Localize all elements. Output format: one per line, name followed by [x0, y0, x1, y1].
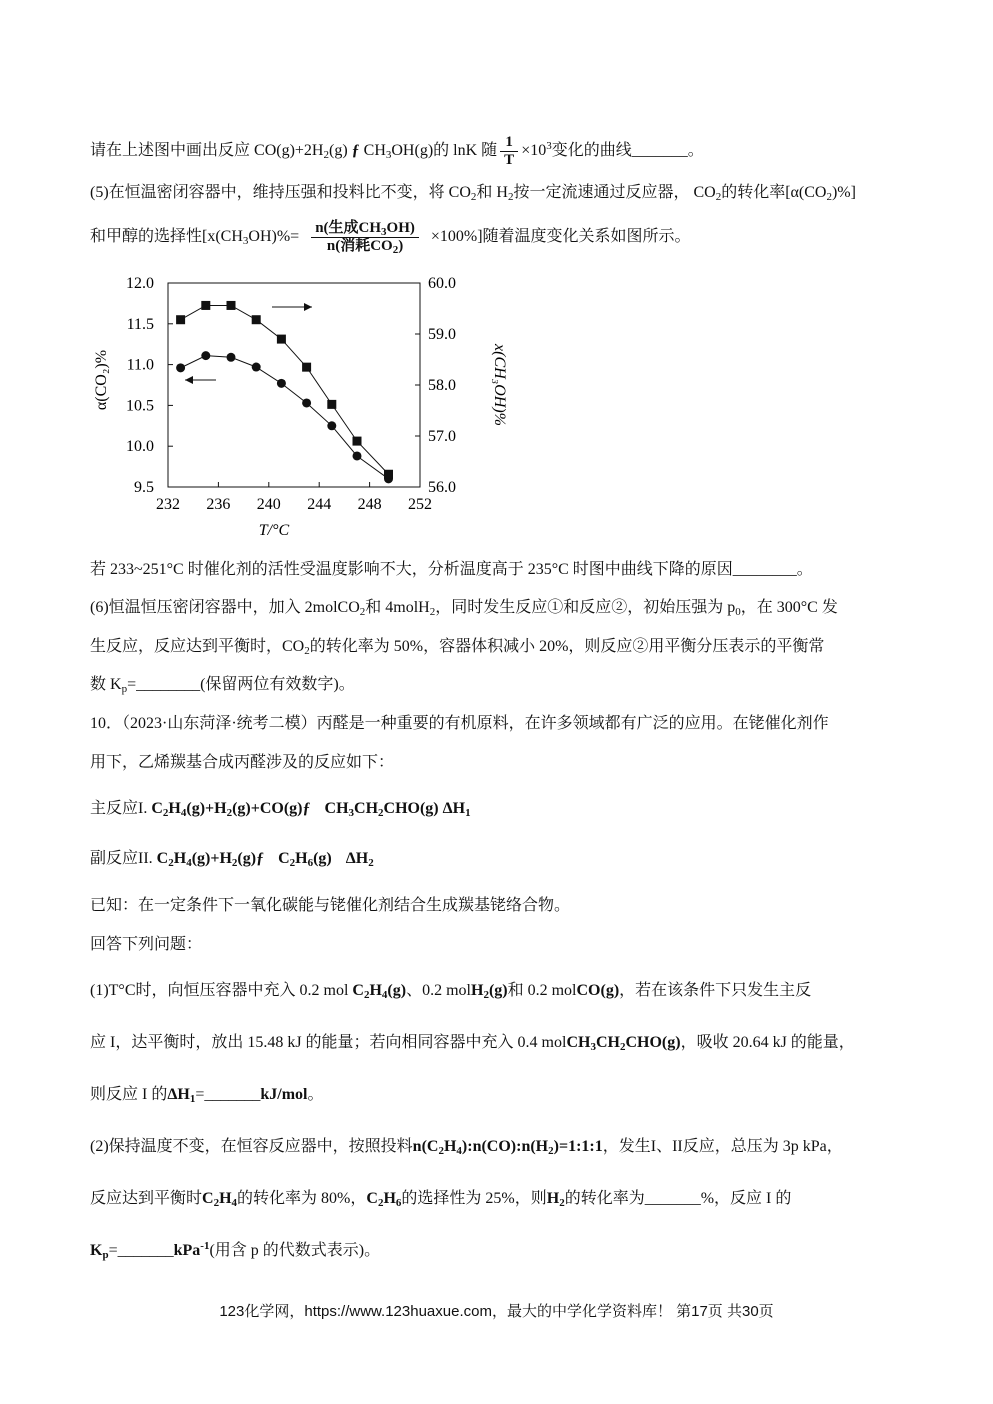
- formula: [90, 1242, 109, 1259]
- circle-point: [227, 353, 236, 362]
- x-tick-label: 244: [307, 496, 332, 513]
- x-tick-label: 252: [408, 496, 432, 513]
- sub: 3: [385, 149, 392, 162]
- q10-part1-line3: [90, 1084, 324, 1106]
- sup: -1: [200, 1240, 210, 1252]
- text: 用下，乙烯羰基合成丙醛涉及的反应如下：: [90, 754, 395, 771]
- sub: 2: [619, 1041, 626, 1053]
- text: CHO(g) ΔH: [383, 800, 466, 817]
- text: lnK: [453, 142, 478, 160]
- text: (6)恒温恒压密闭容器中，加入 2molCO: [90, 599, 360, 616]
- text: 回答下列问题：: [90, 936, 203, 953]
- text: 应 I，达平衡时，放出 15.48 kJ 的能量；若向相同容器中充入 0.4 mol: [90, 1034, 567, 1051]
- text: 生反应，反应达到平衡时，CO: [90, 638, 305, 655]
- sub: 2: [168, 857, 174, 869]
- sub: 2: [429, 606, 436, 618]
- q10-part1-line1: [90, 980, 811, 1002]
- text: 的转化率为 50%，容器体积减小 20%，则反应②用平衡分压表示的平衡常: [309, 638, 825, 655]
- text: 和 4molH: [365, 599, 430, 616]
- text: H: [219, 1190, 232, 1207]
- text: ×100%]随着温度变化关系如图所示。: [430, 228, 691, 246]
- text: 则反应 I 的: [90, 1086, 168, 1103]
- square-point: [353, 437, 362, 446]
- y-left-tick-label: 9.5: [134, 479, 154, 496]
- sub: 2: [226, 807, 233, 819]
- text: (2)保持温度不变，在恒容反应器中，按照投料: [90, 1138, 413, 1155]
- square-point: [327, 400, 336, 409]
- sub: 4: [381, 989, 388, 1001]
- text: C: [151, 800, 163, 817]
- sub: 2: [470, 191, 477, 203]
- x-tick-label: 240: [256, 496, 281, 513]
- text: kPa: [173, 1242, 201, 1259]
- sub: 0: [735, 606, 741, 618]
- sup: 3: [546, 140, 552, 153]
- text: K: [90, 1242, 103, 1259]
- circle-point: [252, 363, 261, 372]
- text: CH: [354, 800, 379, 817]
- q9-line-2: [90, 182, 856, 204]
- sub: 2: [213, 1197, 220, 1209]
- arrow-right-head: [304, 303, 312, 311]
- circle-point: [327, 421, 336, 430]
- text: (g): [488, 982, 508, 999]
- text: ，若在该条件下只发生主反: [619, 982, 812, 999]
- text: 的转化率为_______%，反应 I 的: [564, 1190, 792, 1207]
- text: (g): [387, 982, 407, 999]
- sub: 6: [395, 1197, 402, 1209]
- unit: kJ/mol: [260, 1086, 308, 1103]
- text: =________(保留两位有效数字)。: [127, 676, 355, 693]
- square-point: [384, 470, 393, 479]
- sub: 2: [826, 191, 832, 203]
- text: 。: [307, 1086, 324, 1103]
- sub: 3: [348, 807, 355, 819]
- sub: 2: [304, 645, 310, 657]
- sub: 3: [590, 1041, 596, 1053]
- square-point: [176, 315, 185, 324]
- formula: [547, 1190, 565, 1207]
- q9-line-5: [90, 597, 838, 619]
- text: ):n(CO):n(H: [461, 1138, 549, 1155]
- text: )=1:1:1: [553, 1138, 603, 1155]
- text: 数 K: [90, 676, 122, 693]
- text: )%]: [831, 184, 856, 201]
- text: (g): [328, 142, 348, 160]
- square-point: [302, 363, 311, 372]
- x-tick-label: 232: [156, 496, 180, 513]
- text: 副反应II.: [90, 850, 157, 867]
- sub: 4: [186, 857, 192, 869]
- equilibrium-arrow: ƒ: [351, 142, 360, 160]
- text: CHO(g): [625, 1034, 681, 1051]
- text: ΔH: [167, 1086, 190, 1103]
- text: (g)+CO(g)ƒ: [232, 800, 311, 817]
- text: 、0.2 mol: [406, 982, 471, 999]
- text: 的转化率为 80%，: [237, 1190, 367, 1207]
- square-point: [277, 335, 286, 344]
- text: 的转化率[α(CO: [721, 184, 827, 201]
- sub: 4: [180, 807, 187, 819]
- text: (用含 p 的代数式表示)。: [209, 1242, 381, 1259]
- formula: [413, 1138, 603, 1155]
- text: 已知：在一定条件下一氧化碳能与铑催化剂结合生成羰基铑络合物。: [90, 897, 571, 914]
- formula: [167, 1086, 195, 1103]
- square-point: [227, 301, 236, 310]
- text: ，发生I、II反应，总压为 3p kPa，: [602, 1138, 843, 1155]
- y-right-tick-label: 59.0: [428, 326, 456, 343]
- y-left-tick-label: 11.5: [126, 315, 154, 333]
- frac-den: T: [504, 152, 515, 168]
- sub: 2: [378, 807, 384, 819]
- sub: 2: [559, 1197, 565, 1209]
- formula: [471, 982, 508, 999]
- y-right-tick-label: 58.0: [428, 377, 456, 394]
- q9-line-7: [90, 674, 355, 696]
- text: (1)T°C时，向恒压容器中充入 0.2 mol: [90, 982, 349, 999]
- q10-line-known: [90, 895, 570, 917]
- text: (g): [313, 850, 332, 867]
- y-right-tick-label: 56.0: [428, 479, 456, 496]
- y-left-axis-label: α(CO₂)%: [93, 349, 110, 411]
- formula: [366, 1190, 401, 1207]
- sub: 2: [548, 1145, 554, 1157]
- sub: p: [121, 683, 128, 695]
- text: C: [352, 982, 364, 999]
- square-point: [201, 301, 210, 310]
- text: ，在 300°C 发: [740, 599, 838, 616]
- formula: [566, 1034, 680, 1051]
- formula: CO(g): [576, 982, 620, 999]
- text: 主反应I.: [90, 800, 152, 817]
- q10-line-answer: [90, 934, 202, 956]
- frac-num: [311, 220, 419, 238]
- x-tick-label: 248: [357, 496, 382, 513]
- text: ΔH: [345, 850, 369, 867]
- text: CH: [324, 800, 349, 817]
- text: ): [398, 238, 404, 254]
- text: (g)+H: [186, 800, 227, 817]
- sub: 2: [363, 989, 370, 1001]
- sub: 2: [483, 989, 489, 1001]
- text: 反应达到平衡时: [90, 1190, 203, 1207]
- text: H: [470, 982, 484, 999]
- text: OH): [386, 220, 415, 236]
- frac-den: [311, 238, 419, 255]
- q10-part1-line2: [90, 1032, 855, 1054]
- equation: [157, 850, 374, 867]
- y-left-tick-label: 12.0: [126, 275, 154, 292]
- circle-point: [277, 379, 286, 388]
- q10-line-1: [90, 713, 829, 735]
- page-footer: 123化学网，https://www.123huaxue.com，最大的中学化学资料库！ 第17页 共30页: [219, 1303, 774, 1320]
- text: ×10: [521, 142, 547, 160]
- plot-frame: [168, 283, 420, 487]
- answer-blank: =_______: [108, 1242, 174, 1259]
- fraction-1-over-t: [500, 134, 518, 169]
- sub: 2: [507, 191, 514, 203]
- q9-line-6: [90, 636, 824, 658]
- q10-line-2: [90, 752, 394, 774]
- q10-side-reaction: [90, 848, 374, 870]
- sub: 2: [359, 606, 366, 618]
- sub: 3: [242, 235, 249, 248]
- text: H: [173, 850, 187, 867]
- sub: 2: [323, 149, 329, 162]
- selectivity-fraction: [311, 220, 419, 255]
- sub: 2: [162, 807, 169, 819]
- text: 变化的曲线_______。: [551, 142, 704, 160]
- frac-num: 1: [500, 134, 518, 152]
- chart-root: [93, 275, 508, 539]
- sub: 4: [456, 1145, 462, 1157]
- text: 的选择性为 25%，则: [401, 1190, 547, 1207]
- text: n(消耗CO: [326, 238, 393, 254]
- circle-point: [353, 451, 362, 460]
- y-left-tick-label: 10.5: [126, 397, 154, 415]
- text: C: [366, 1190, 378, 1207]
- text: (5)在恒温密闭容器中，维持压强和投料比不变，将 CO: [90, 184, 471, 201]
- text: 请在上述图中画出反应: [90, 142, 251, 160]
- text: H: [168, 800, 181, 817]
- sub: 6: [307, 857, 314, 869]
- text: 若 233~251°C 时催化剂的活性受温度影响不大，分析温度高于 235°C 时图中曲线下降的原因________。: [90, 561, 813, 578]
- square-point: [252, 315, 261, 324]
- x-tick-label: 236: [206, 496, 231, 513]
- text: C: [278, 850, 290, 867]
- sub: 2: [392, 244, 399, 256]
- text: 随: [481, 142, 498, 160]
- circle-point: [201, 351, 210, 360]
- text: n(生成CH: [315, 220, 382, 236]
- y-right-tick-label: 60.0: [428, 275, 456, 292]
- text: CO(g)+2H: [254, 142, 324, 160]
- text: ，吸收 20.64 kJ 的能量，: [680, 1034, 855, 1051]
- unit: [174, 1242, 210, 1259]
- text: ，同时发生反应①和反应②，初始压强为 p: [435, 599, 736, 616]
- sub: 1: [189, 1093, 196, 1105]
- text: H: [295, 850, 308, 867]
- q9-line-4: [90, 559, 813, 581]
- text: n(C: [412, 1138, 439, 1155]
- sub: 2: [289, 857, 296, 869]
- series-line-square: [181, 305, 389, 474]
- formula: [202, 1190, 237, 1207]
- sub: 3: [381, 226, 387, 238]
- text: 按一定流速通过反应器， CO: [513, 184, 716, 201]
- text: CH: [595, 1034, 620, 1051]
- text: (g)+H: [191, 850, 232, 867]
- y-left-tick-label: 10.0: [126, 438, 154, 456]
- arrow-left-head: [185, 376, 193, 384]
- q10-part2-line1: [90, 1136, 843, 1158]
- formula: [352, 982, 406, 999]
- text: H: [369, 982, 382, 999]
- text: H: [443, 1138, 457, 1155]
- sub: 2: [377, 1197, 384, 1209]
- q10-main-reaction: [90, 798, 471, 820]
- text: OH(g)的: [391, 142, 450, 160]
- text: H: [383, 1190, 396, 1207]
- text: 和甲醇的选择性[x(CH: [90, 228, 243, 246]
- circle-point: [302, 398, 311, 407]
- text: H: [546, 1190, 560, 1207]
- q10-part2-line2: [90, 1188, 791, 1210]
- x-axis-label: T/°C: [258, 522, 290, 539]
- sub: 1: [465, 807, 471, 819]
- q9-line-1: [90, 134, 704, 169]
- sub: 2: [438, 1145, 444, 1157]
- y-right-axis-label: x(CH₃OH)%: [491, 344, 508, 426]
- text: 和 0.2 mol: [507, 982, 577, 999]
- sub: 4: [231, 1197, 238, 1209]
- text: C: [156, 850, 169, 867]
- text: 和 H: [476, 184, 508, 201]
- text: CH: [363, 142, 386, 160]
- sub: p: [102, 1249, 109, 1261]
- q10-part2-line3: [90, 1240, 380, 1262]
- text: (g)ƒ: [237, 850, 265, 867]
- answer-blank: =_______: [195, 1086, 261, 1103]
- text: 10．（2023·山东菏泽·统考二模）丙醛是一种重要的有机原料，在许多领域都有广泛的应用。在铑催化剂作: [90, 715, 829, 732]
- circle-point: [176, 363, 185, 372]
- text: C: [202, 1190, 214, 1207]
- sub: 2: [715, 191, 722, 203]
- sub: 2: [368, 857, 374, 869]
- q9-line-3: [90, 220, 691, 255]
- sub: 2: [231, 857, 238, 869]
- y-right-tick-label: 57.0: [428, 428, 456, 445]
- text: CH: [566, 1034, 591, 1051]
- text: OH)%=: [248, 228, 300, 246]
- equation: [151, 800, 470, 817]
- y-left-tick-label: 11.0: [126, 356, 154, 374]
- conversion-selectivity-chart: [88, 265, 508, 545]
